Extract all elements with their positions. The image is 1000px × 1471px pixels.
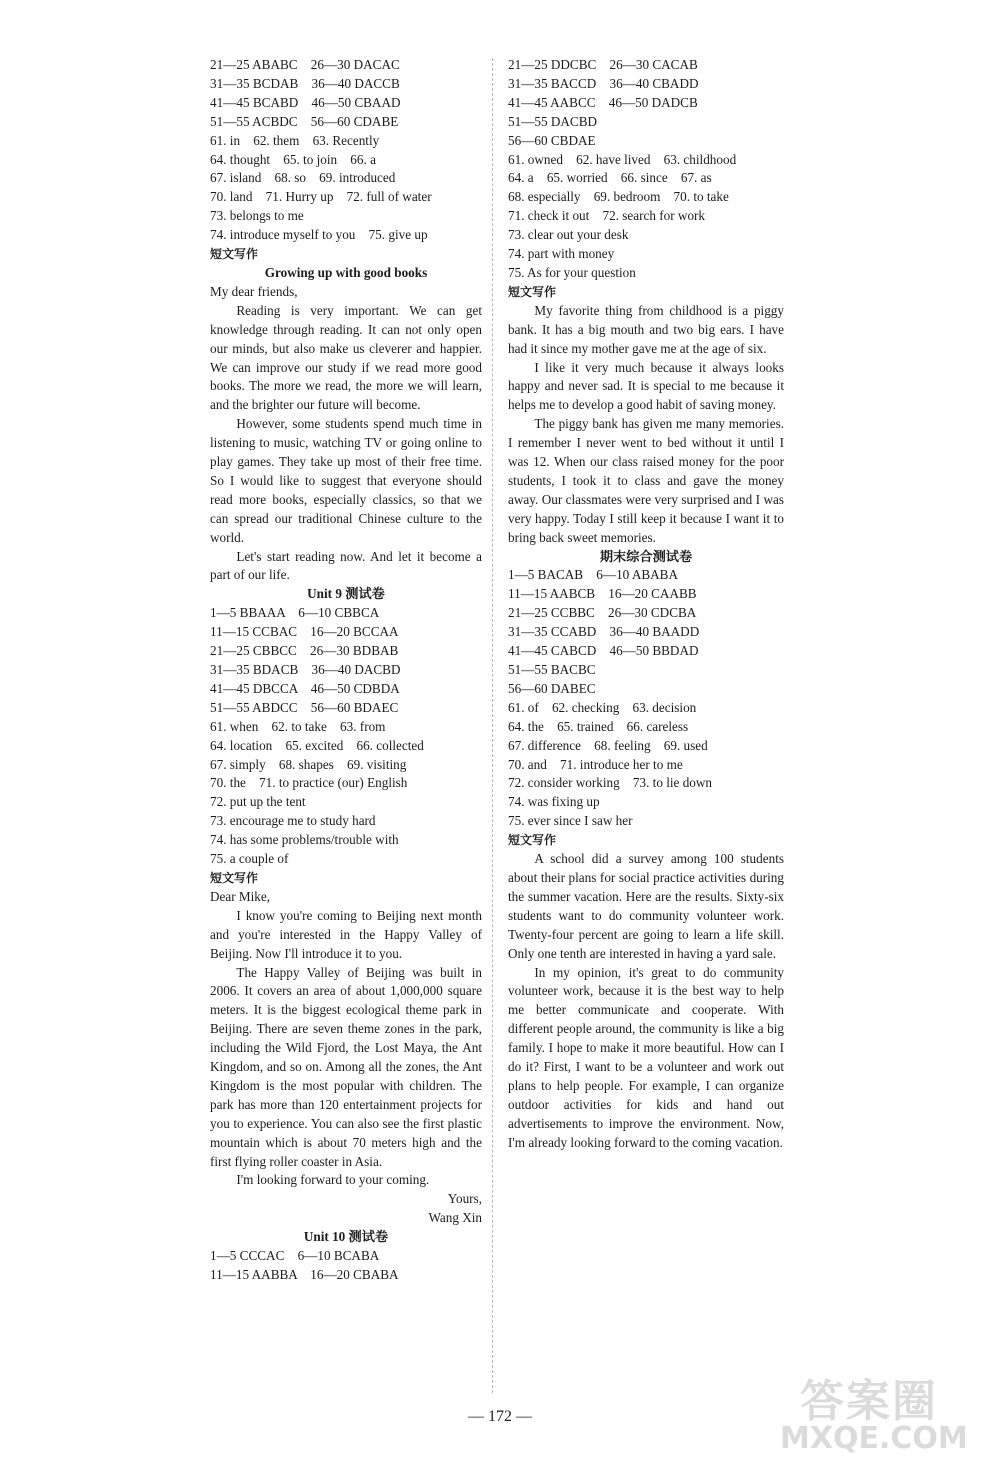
- unit9-title: Unit 9 测试卷: [307, 586, 385, 602]
- letter-closing: I'm looking forward to your coming.: [236, 1172, 430, 1188]
- answer-line: 67. difference 68. feeling 69. used: [508, 737, 708, 753]
- answer-line: 75. a couple of: [210, 851, 289, 867]
- answer-line: 1—5 BACAB 6—10 ABABA: [508, 567, 678, 583]
- unit10-answer-list: [210, 1247, 482, 1285]
- answer-line: 31—35 CCABD 36—40 BAADD: [508, 624, 700, 640]
- essay-paragraph: Let's start reading now. And let it become a part of our life.: [210, 548, 482, 583]
- writing-heading: 短文写作: [210, 870, 259, 885]
- unit8-answer-list: [210, 56, 482, 245]
- answer-line: 51—55 DACBD: [508, 113, 598, 129]
- writing-heading: 短文写作: [508, 284, 557, 299]
- watermark-url: MXQE.COM: [780, 1421, 968, 1456]
- answer-line: 11—15 AABCB 16—20 CAABB: [508, 586, 697, 602]
- answer-line: 31—35 BDACB 36—40 DACBD: [210, 662, 401, 677]
- answer-line: 64. the 65. trained 66. careless: [508, 718, 689, 734]
- answer-line: 75. ever since I saw her: [508, 813, 633, 829]
- answer-line: 21—25 DDCBC 26—30 CACAB: [508, 57, 698, 72]
- answer-line: 31—35 BCDAB 36—40 DACCB: [210, 75, 400, 91]
- answer-line: 64. location 65. excited 66. collected: [210, 737, 424, 753]
- essay-paragraph: My favorite thing from childhood is a piggy bank. It has a big mouth and two big ears. I have had it since my mother gave me at the age of six.: [508, 302, 784, 356]
- answer-line: 51—55 ABDCC 56—60 BDAEC: [210, 699, 399, 715]
- answer-line: 73. encourage me to study hard: [210, 813, 376, 829]
- final-test-title: 期末综合测试卷: [599, 548, 693, 564]
- essay-greeting: My dear friends,: [210, 283, 298, 299]
- answer-line: 73. clear out your desk: [508, 227, 629, 243]
- unit9-answer-list: [210, 604, 482, 869]
- left-column: [210, 56, 482, 1285]
- letter-sign-off: Yours,: [447, 1191, 482, 1207]
- essay-paragraph: I like it very much because it always looks happy and never sad. It is special to me because it helps me to develop a good habit of saving money.: [508, 359, 784, 413]
- answer-line: 56—60 CBDAE: [508, 132, 596, 148]
- answer-line: 74. was fixing up: [508, 794, 600, 810]
- answer-line: 68. especially 69. bedroom 70. to take: [508, 189, 729, 205]
- letter-signature: Wang Xin: [428, 1210, 482, 1226]
- answer-line: 72. consider working 73. to lie down: [508, 775, 713, 791]
- answer-line: 1—5 BBAAA 6—10 CBBCA: [210, 605, 380, 621]
- answer-line: 73. belongs to me: [210, 208, 304, 224]
- answer-line: 51—55 ACBDC 56—60 CDABE: [210, 113, 399, 129]
- answer-line: 21—25 ABABC 26—30 DACAC: [210, 57, 400, 72]
- answer-line: 64. a 65. worried 66. since 67. as: [508, 170, 712, 186]
- answer-line: 61. of 62. checking 63. decision: [508, 699, 697, 715]
- answer-line: 41—45 BCABD 46—50 CBAAD: [210, 94, 401, 110]
- final-answer-list: [508, 566, 784, 831]
- answer-line: 61. when 62. to take 63. from: [210, 718, 386, 734]
- right-column: [508, 56, 784, 1153]
- letter-paragraph: I know you're coming to Beijing next month and you're interested in the Happy Valley of Beijing. Now I'll introduce it to you.: [210, 907, 482, 961]
- answer-line: 11—15 CCBAC 16—20 BCCAA: [210, 624, 399, 640]
- answer-line: 56—60 DABEC: [508, 680, 596, 696]
- answer-line: 74. introduce myself to you 75. give up: [210, 227, 428, 243]
- answer-line: 74. part with money: [508, 246, 615, 262]
- writing-heading: 短文写作: [508, 833, 557, 848]
- page-number: — 172 —: [468, 1408, 532, 1425]
- answer-line: 21—25 CCBBC 26—30 CDCBA: [508, 605, 697, 621]
- answer-line: 31—35 BACCD 36—40 CBADD: [508, 75, 699, 91]
- unit10-continued-answer-list: [508, 56, 784, 283]
- answer-line: 74. has some problems/trouble with: [210, 832, 399, 848]
- answer-line: 70. the 71. to practice (our) English: [210, 775, 408, 791]
- letter-paragraph: The Happy Valley of Beijing was built in 2006. It covers an area of about 1,000,000 square meters. It is the biggest ecological theme park in Beijing. There are seven theme zones in the park, including the Wild Fjord, the Lost Maya, the Ant Kingdom, and so on. Among all the zones, the Ant Kingdom is the most popular with children. The park has more than 120 entertainment projects for you to experience. You can also see the first plastic mountain which is about 70 meters high and the first flying roller coaster in Asia.: [210, 964, 482, 1169]
- writing-heading: 短文写作: [210, 247, 259, 262]
- answer-line: 70. and 71. introduce her to me: [508, 756, 683, 772]
- essay-paragraph: In my opinion, it's great to do community volunteer work, because it is the best way to help me better communicate and cooperate. With different people around, the community is like a big family. I hope to make it more beautiful. How can I do it? First, I want to be a volunteer and work out plans to help people. For example, I can organize outdoor activities for kids and hand out advertisements to improve the environment. Now, I'm already looking forward to the coming vacation.: [508, 964, 784, 1150]
- answer-line: 72. put up the tent: [210, 794, 306, 810]
- essay-paragraph: However, some students spend much time in listening to music, watching TV or going online to play games. They take up most of their free time. So I would like to suggest that everyone should read more books, especially classics, so that we can spread our traditional Chinese culture to the world.: [210, 416, 482, 545]
- answer-line: 70. land 71. Hurry up 72. full of water: [210, 189, 432, 205]
- answer-line: 11—15 AABBA 16—20 CBABA: [210, 1267, 399, 1282]
- unit10-title: Unit 10 测试卷: [303, 1229, 389, 1245]
- answer-line: 1—5 CCCAC 6—10 BCABA: [210, 1248, 380, 1264]
- answer-line: 61. in 62. them 63. Recently: [210, 132, 380, 148]
- essay-paragraph: Reading is very important. We can get knowledge through reading. It can not only open our minds, but also make us cleverer and happier. We can improve our study if we read more good books. The more we read, the more we will learn, and the brighter our future will become.: [210, 302, 482, 413]
- essay-title: Growing up with good books: [264, 264, 428, 280]
- answer-line: 51—55 BACBC: [508, 662, 596, 677]
- answer-line: 75. As for your question: [508, 264, 636, 280]
- answer-line: 21—25 CBBCC 26—30 BDBAB: [210, 643, 399, 659]
- letter-greeting: Dear Mike,: [210, 888, 271, 904]
- answer-line: 41—45 DBCCA 46—50 CDBDA: [210, 680, 400, 696]
- watermark-mark: 答案圈: [800, 1376, 938, 1427]
- watermark-logo: [740, 1365, 990, 1465]
- answer-line: 41—45 CABCD 46—50 BBDAD: [508, 643, 699, 659]
- answer-line: 61. owned 62. have lived 63. childhood: [508, 151, 737, 167]
- answer-line: 41—45 AABCC 46—50 DADCB: [508, 94, 698, 110]
- column-divider: [492, 58, 493, 1393]
- essay-paragraph: The piggy bank has given me many memories. I remember I never went to bed without it until I was 12. When our class raised money for the poor students, I took it to class and gave the money away. Our classmates were very surprised and I was very happy. Today I still keep it because I want it to bring back sweet memories.: [508, 416, 784, 545]
- answer-line: 67. simply 68. shapes 69. visiting: [210, 756, 407, 772]
- answer-line: 64. thought 65. to join 66. a: [210, 151, 376, 167]
- essay-paragraph: A school did a survey among 100 students about their plans for social practice activities during the summer vacation. Here are the results. Sixty-six students want to do community volunteer work. Twenty-four percent are going to learn a life skill. Only one tenth are interested in having a yard sale.: [508, 851, 784, 961]
- answer-line: 71. check it out 72. search for work: [508, 208, 706, 224]
- answer-line: 67. island 68. so 69. introduced: [210, 170, 396, 186]
